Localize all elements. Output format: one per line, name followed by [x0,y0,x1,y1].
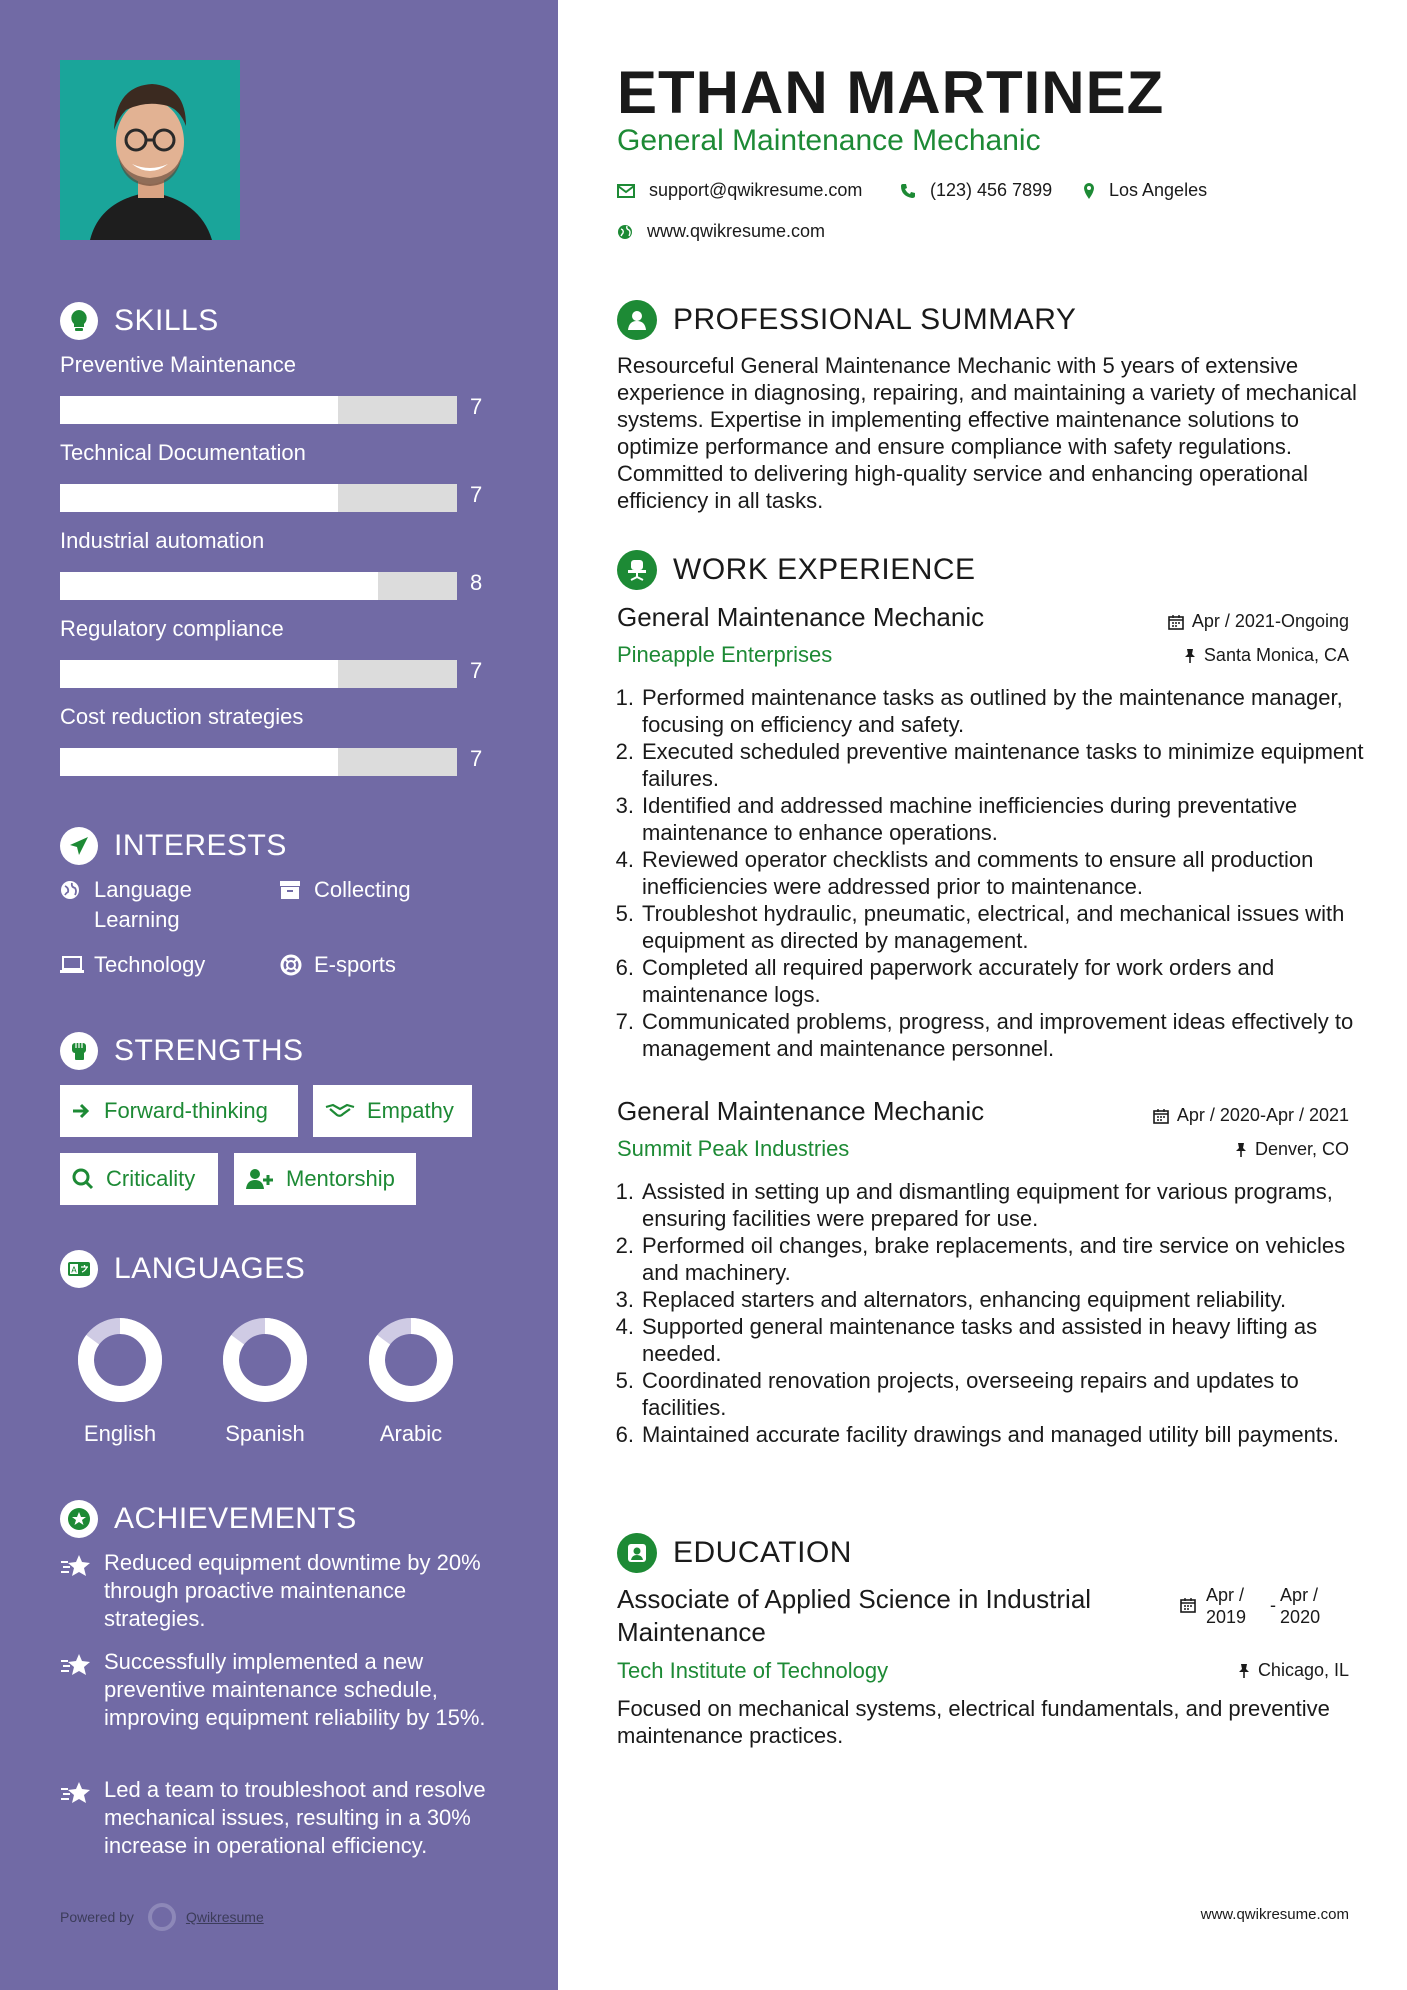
pushpin-icon [1238,1663,1250,1679]
interest-label: Collecting [314,877,411,902]
calendar-icon [1168,614,1184,630]
language-label: Arabic [379,1421,443,1446]
language-label: English [83,1421,157,1446]
achievement-text: Reduced equipment downtime by 20% through proactive maintenance strategies. [104,1550,481,1631]
achievement-item [60,1776,500,1860]
arrow-right-icon [72,1102,92,1120]
job-company: Pineapple Enterprises [617,642,833,667]
powered-by [60,1903,264,1931]
laptop-icon [60,950,84,980]
interest-item [60,950,205,980]
profile-photo [60,60,240,240]
candidate-title: General Maintenance Mechanic [617,124,1041,157]
language-item [351,1318,471,1447]
interest-label: Technology [94,952,206,977]
degree-title: Associate of Applied Science in Industrial Maintenance [617,1584,1092,1647]
list-item: 1. Assisted in setting up and dismantling equipment for various programs, ensuring facilities were prepared for use. [615,1179,1333,1231]
strength-badge [234,1153,416,1205]
strength-badge [313,1085,472,1137]
strength-label: Forward-thinking [104,1098,268,1123]
list-item: 3. Identified and addressed machine inefficiencies during preventative maintenance to enhance operations. [615,793,1298,845]
user-plus-icon [246,1168,274,1190]
location-text: Los Angeles [1109,180,1208,200]
phone-icon [900,183,916,199]
list-item: 3. Replaced starters and alternators, enhancing equipment reliability. [615,1287,1287,1312]
education-dates [1180,1584,1320,1628]
graduate-icon [617,1533,657,1573]
skill-bar [60,572,457,600]
skill-bar [60,484,457,512]
language-icon [60,1250,98,1288]
calendar-icon [1153,1108,1169,1124]
strength-badge [60,1153,218,1205]
contact-location [1083,180,1207,201]
skill-item [60,440,500,507]
language-ring [223,1318,307,1402]
job-dates-text: Apr / 2020-Apr / 2021 [1176,1105,1349,1125]
job-title: General Maintenance Mechanic [617,1096,985,1126]
interest-item [280,875,411,905]
fist-icon [60,1032,98,1070]
achievement-text: Successfully implemented a new preventive maintenance schedule, improving equipment reliability by 15%. [104,1649,486,1730]
job-location-text: Denver, CO [1254,1139,1349,1159]
shooting-star-icon [60,1553,96,1633]
list-item: 4. Reviewed operator checklists and comments to ensure all production inefficiencies were addressed prior to maintenance. [615,847,1314,899]
strength-label: Mentorship [286,1166,395,1191]
skill-bar-fill [60,748,338,776]
skill-bar-fill [60,396,338,424]
phone-text: (123) 456 7899 [930,180,1053,200]
list-item: 7. Communicated problems, progress, and improvement ideas effectively to management and maintenance personnel. [615,1009,1354,1061]
interest-label: E-sports [314,952,396,977]
interest-label: Language [94,877,192,902]
interests-title: INTERESTS [114,829,287,862]
list-item: 6. Completed all required paperwork accurately for work orders and maintenance logs. [615,955,1275,1007]
contact-phone [900,180,1052,201]
globe-icon [617,224,633,240]
education-start: Apr / 2019 [1206,1585,1247,1627]
achievements-heading [60,1500,357,1538]
svg-text:A: A [71,1265,77,1275]
language-ring [78,1318,162,1402]
skill-item [60,352,500,419]
job-dates [1153,1105,1349,1126]
contact-website [617,221,825,242]
shooting-star-icon [60,1780,96,1860]
avatar [60,60,240,240]
paper-plane-icon [60,827,98,865]
skill-label: Industrial automation [60,528,265,553]
summary-heading [617,300,1076,340]
qwikresume-logo-icon [148,1903,176,1931]
footer-url[interactable]: www.qwikresume.com [1200,1906,1349,1923]
skill-label: Technical Documentation [60,440,306,465]
achievements-title: ACHIEVEMENTS [114,1502,357,1535]
skill-value: 7 [470,658,483,683]
strength-badge [60,1085,298,1137]
skills-title: SKILLS [114,304,219,337]
interest-item [280,950,396,980]
contact-email [617,180,862,201]
strengths-title: STRENGTHS [114,1034,304,1067]
languages-heading [60,1250,305,1288]
skill-label: Regulatory compliance [60,616,284,641]
user-icon [617,300,657,340]
skill-item [60,704,500,771]
handshake-icon [325,1101,355,1121]
skill-bar [60,660,457,688]
skill-value: 7 [470,482,483,507]
summary-title: PROFESSIONAL SUMMARY [673,303,1077,336]
skill-label: Preventive Maintenance [60,352,297,377]
email-text[interactable]: support@qwikresume.com [649,180,863,200]
job-bullets [608,1178,1368,1448]
pushpin-icon [1235,1142,1247,1158]
experience-heading [617,550,976,590]
list-item: 5. Troubleshot hydraulic, pneumatic, electrical, and mechanical issues with equipment as directed by management. [615,901,1345,953]
achievement-text: Led a team to troubleshoot and resolve mechanical issues, resulting in a 30% increase in operational efficiency. [104,1777,486,1858]
search-icon [72,1168,94,1190]
strengths-heading [60,1032,304,1070]
strength-label: Criticality [106,1166,196,1191]
job-company: Summit Peak Industries [617,1136,850,1161]
language-item [60,1318,180,1447]
website-text[interactable]: www.qwikresume.com [647,221,826,241]
education-heading [617,1533,852,1573]
skill-bar-fill [60,484,338,512]
education-title: EDUCATION [673,1536,852,1569]
achievement-item [60,1648,500,1732]
skill-value: 7 [470,746,483,771]
candidate-name: ETHAN MARTINEZ [617,59,1165,126]
list-item: 4. Supported general maintenance tasks and assisted in heavy lifting as needed. [615,1314,1318,1366]
job-location [1184,645,1349,666]
globe-icon [60,875,84,905]
archive-icon [280,875,304,905]
pushpin-icon [1184,648,1196,664]
list-item: 5. Coordinated renovation projects, overseeing repairs and updates to facilities. [615,1368,1299,1420]
lifebuoy-icon [280,950,304,980]
skill-bar [60,748,457,776]
lightbulb-icon [60,302,98,340]
job-title: General Maintenance Mechanic [617,602,985,632]
summary-text: Resourceful General Maintenance Mechanic with 5 years of extensive experience in diagnosing, repairing, and maintaining a variety of mechanical systems. Expertise in implementing effective maintenance solutions to optimize performance and ensure compliance with safety regulations. Committed to delivering high-quality service and enhancing operational efficiency in all tasks. [617,353,1357,513]
interest-item [60,875,192,935]
education-end: Apr / 2020 [1280,1585,1321,1627]
skill-item [60,528,500,595]
interests-heading [60,827,287,865]
job-location [1235,1139,1349,1160]
calendar-icon [1180,1596,1196,1628]
envelope-icon [617,184,635,198]
education-location [1238,1660,1349,1681]
date-separator: - [1270,1595,1277,1615]
list-item: 2. Performed oil changes, brake replacements, and tire service on vehicles and machinery. [615,1233,1346,1285]
skill-bar-fill [60,660,338,688]
office-chair-icon [617,550,657,590]
skill-bar [60,396,457,424]
strength-label: Empathy [367,1098,454,1123]
job-dates [1168,611,1349,632]
language-item [205,1318,325,1447]
list-item: 1. Performed maintenance tasks as outlined by the maintenance manager, focusing on efficiency and safety. [615,685,1343,737]
education-location-text: Chicago, IL [1257,1660,1349,1680]
job-dates-text: Apr / 2021-Ongoing [1191,611,1349,631]
list-item: 2. Executed scheduled preventive maintenance tasks to minimize equipment failures. [615,739,1364,791]
sidebar [0,0,558,1990]
map-pin-icon [1083,182,1095,200]
skill-value: 8 [470,570,483,595]
skill-value: 7 [470,394,483,419]
school-name: Tech Institute of Technology [617,1658,889,1683]
skill-item [60,616,500,683]
language-ring [369,1318,453,1402]
star-badge-icon [60,1500,98,1538]
skills-heading [60,302,219,340]
experience-title: WORK EXPERIENCE [673,553,976,586]
language-label: Spanish [225,1421,305,1446]
powered-text: Powered by [60,1909,134,1925]
job-bullets [608,684,1368,1062]
skill-label: Cost reduction strategies [60,704,304,729]
qwikresume-link[interactable]: Qwikresume [185,1909,264,1925]
list-item: 6. Maintained accurate facility drawings and managed utility bill payments. [615,1422,1340,1447]
achievement-item [60,1549,500,1633]
skill-bar-fill [60,572,378,600]
shooting-star-icon [60,1652,96,1732]
job-location-text: Santa Monica, CA [1203,645,1349,665]
education-description: Focused on mechanical systems, electrical fundamentals, and preventive maintenance practices. [617,1696,1330,1748]
languages-title: LANGUAGES [114,1252,306,1285]
interest-label: Learning [94,907,180,932]
